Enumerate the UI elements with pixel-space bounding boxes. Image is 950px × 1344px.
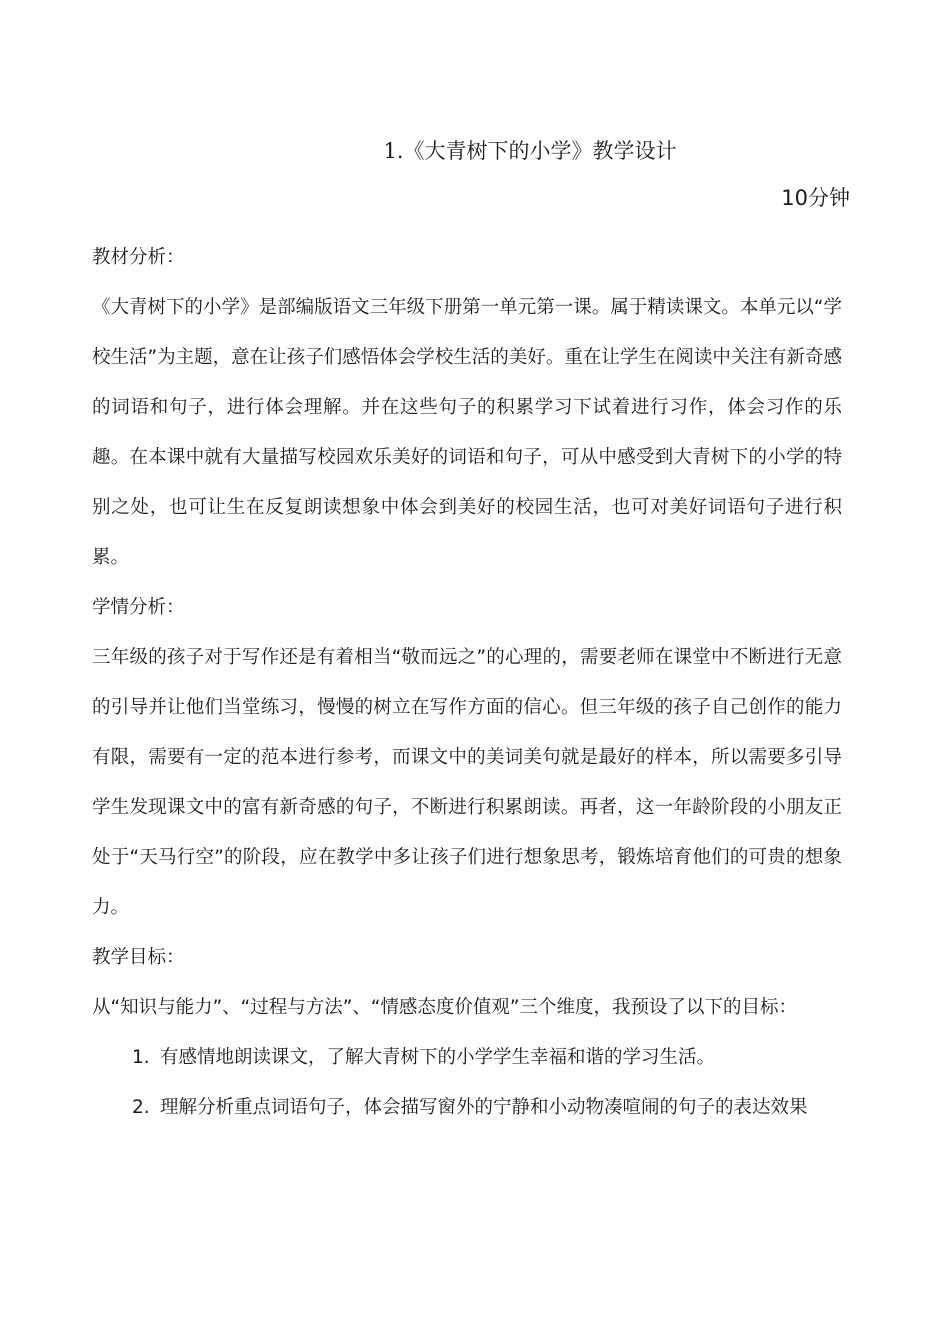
section-paragraph-learner-analysis: 三年级的孩子对于写作还是有着相当“敬而远之”的心理的，需要老师在课堂中不断进行无意的引导并让他们当堂练习，慢慢的树立在写作方面的信心。但三年级的孩子自己创作的能力有限，需要有一定的范本进行参考，而课文中的美词美句就是最好的样本，所以需要多引导学生发现课文中的富有新奇感的句子，不断进行积累朗读。再者，这一年龄阶段的小朋友正处于“天马行空”的阶段，应在教学中多让孩子们进行想象思考，锻炼培育他们的可贵的想象力。	[92, 647, 842, 918]
section-heading-material-analysis: 教材分析：	[92, 247, 185, 268]
goal-item	[92, 1033, 842, 1083]
goals-list	[92, 1033, 842, 1133]
goal-number: 2.	[132, 1097, 150, 1118]
duration-label: 10分钟	[781, 186, 850, 210]
goal-number: 1.	[132, 1047, 150, 1068]
section-paragraph-material-analysis: 《大青树下的小学》是部编版语文三年级下册第一单元第一课。属于精读课文。本单元以“学校生活”为主题，意在让孩子们感悟体会学校生活的美好。重在让学生在阅读中关注有新奇感的词语和句子，进行体会理解。并在这些句子的积累学习下试着进行习作，体会习作的乐趣。在本课中就有大量描写校园欢乐美好的词语和句子，可从中感受到大青树下的小学的特别之处，也可让生在反复朗读想象中体会到美好的校园生活，也可对美好词语句子进行积累。	[92, 297, 842, 568]
document-body	[92, 233, 842, 1133]
section-heading-learner-analysis: 学情分析：	[92, 597, 185, 618]
goal-text: 理解分析重点词语句子，体会描写窗外的宁静和小动物凑喧闹的句子的表达效果	[160, 1097, 808, 1118]
goal-item	[92, 1083, 842, 1133]
document-title: 1.《大青树下的小学》教学设计	[383, 139, 677, 163]
goal-text: 有感情地朗读课文，了解大青树下的小学学生幸福和谐的学习生活。	[160, 1047, 716, 1068]
section-paragraph-teaching-goals: 从“知识与能力”、“过程与方法”、“情感态度价值观”三个维度，我预设了以下的目标：	[92, 997, 798, 1018]
section-heading-teaching-goals: 教学目标：	[92, 947, 185, 968]
